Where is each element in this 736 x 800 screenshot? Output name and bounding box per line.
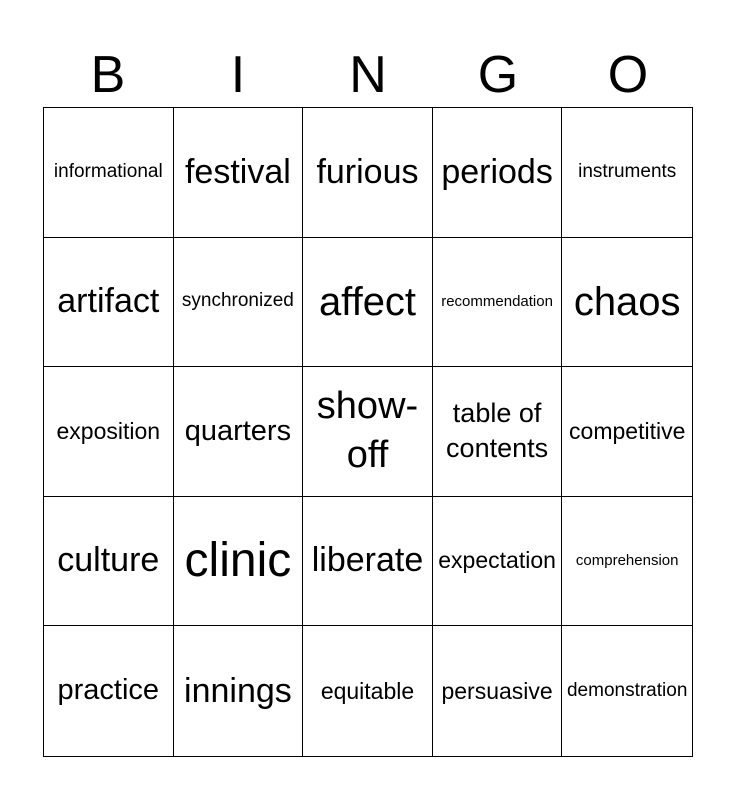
header-letter-g: G: [477, 46, 519, 104]
bingo-cell[interactable]: affect: [303, 238, 433, 368]
bingo-cell[interactable]: informational: [44, 108, 174, 238]
bingo-cell[interactable]: show-off: [303, 367, 433, 497]
bingo-cell[interactable]: quarters: [174, 367, 304, 497]
bingo-cell[interactable]: competitive: [562, 367, 692, 497]
bingo-cell[interactable]: comprehension: [562, 497, 692, 627]
header-letter-n: N: [349, 46, 387, 104]
bingo-cell[interactable]: demonstration: [566, 679, 688, 701]
bingo-cell[interactable]: liberate: [303, 497, 433, 627]
bingo-cell[interactable]: periods: [433, 108, 563, 238]
bingo-cell[interactable]: synchronized: [174, 238, 304, 368]
bingo-cell[interactable]: instruments: [562, 108, 692, 238]
bingo-board: [43, 107, 693, 757]
bingo-cell[interactable]: table of contents: [433, 367, 563, 497]
bingo-cell[interactable]: clinic: [174, 497, 304, 627]
bingo-cell[interactable]: chaos: [562, 238, 692, 368]
bingo-cell[interactable]: equitable: [303, 626, 433, 756]
bingo-cell[interactable]: furious: [303, 108, 433, 238]
bingo-header: [43, 44, 693, 106]
bingo-cell[interactable]: artifact: [44, 238, 174, 368]
bingo-cell[interactable]: expectation: [433, 497, 563, 627]
header-letter-b: B: [90, 46, 126, 104]
bingo-cell[interactable]: innings: [174, 626, 304, 756]
bingo-cell[interactable]: recommendation: [433, 238, 563, 368]
bingo-cell[interactable]: practice: [44, 626, 174, 756]
bingo-cell[interactable]: exposition: [44, 367, 174, 497]
bingo-cell[interactable]: culture: [44, 497, 174, 627]
header-letter-i: I: [230, 46, 246, 104]
bingo-cell[interactable]: persuasive: [433, 626, 563, 756]
header-letter-o: O: [607, 46, 649, 104]
bingo-cell[interactable]: festival: [174, 108, 304, 238]
